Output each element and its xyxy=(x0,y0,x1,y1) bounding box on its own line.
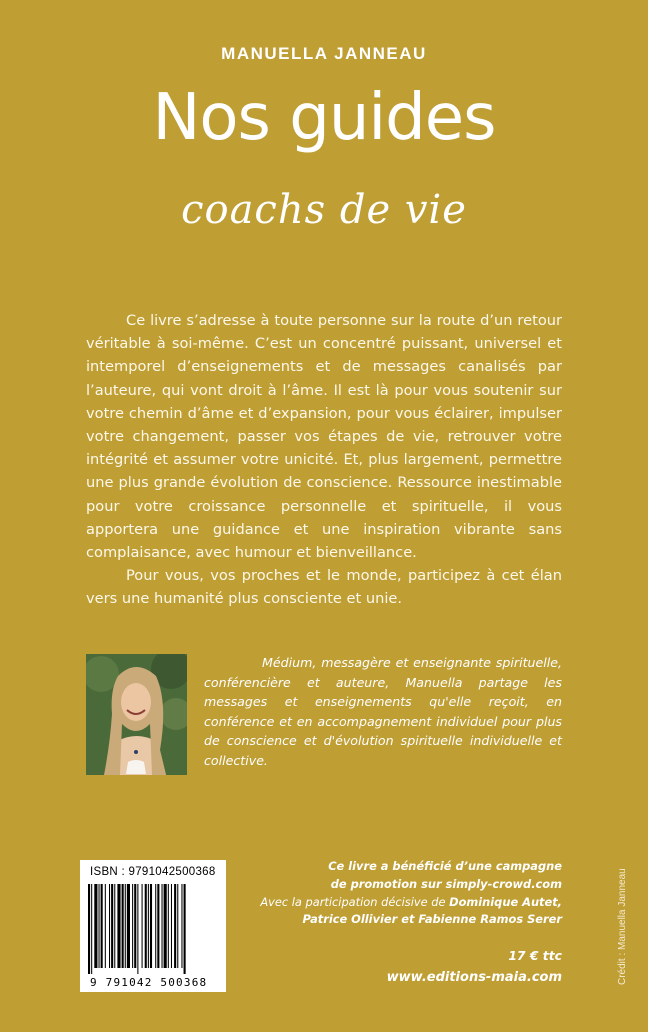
author-photo xyxy=(86,654,187,775)
campaign-line-4: Patrice Ollivier et Fabienne Ramos Serer xyxy=(302,912,562,927)
campaign-line-3 xyxy=(242,894,562,912)
author-bio: Médium, messagère et enseignante spirituelle, conférencière et auteure, Manuella partage les messages et enseignements qu'elle reçoit, en conférence et en accompagnement individuel pour plus de conscience et d'évolution spirituelle individuelle et collective. xyxy=(204,655,562,768)
campaign-line-3-prefix: Avec la participation décisive de xyxy=(260,894,450,909)
paragraph-2: Pour vous, vos proches et le monde, participez à cet élan vers une humanité plus consciente et unie. xyxy=(86,567,562,608)
author-name: MANUELLA JANNEAU xyxy=(221,44,427,63)
barcode-digits: 9 791042 500368 xyxy=(90,976,208,989)
price: 17 € ttc xyxy=(508,948,562,963)
barcode-box xyxy=(80,860,226,992)
campaign-line-2: de promotion sur simply-crowd.com xyxy=(330,876,562,891)
book-title: Nos guides xyxy=(152,81,496,155)
barcode-icon xyxy=(88,884,218,974)
book-subtitle: coachs de vie xyxy=(181,187,467,233)
photo-credit: Crédit : Manuella Janneau xyxy=(617,868,628,985)
campaign-info xyxy=(242,858,562,929)
publisher-website[interactable]: www.editions-maia.com xyxy=(386,970,562,985)
back-cover-text xyxy=(86,309,562,611)
paragraph-1: Ce livre s’adresse à toute personne sur la route d’un retour véritable à soi-même. C’est un concentré puissant, universel et intemporel d’enseignements et de messages canalisés par l’auteure, qui vont droit à l’âme. Il est là pour vous soutenir sur votre chemin d’âme et d’expansion, pour vous éclairer, impulser votre changement, passer vos étapes de vie, retrouver votre intégrité et assumer votre unicité. Et, plus largement, permettre une plus grande évolution de conscience. Ressource inestimable pour votre croissance personnelle et spirituelle, il vous apportera une guidance et une inspiration vibrante sans complaisance, avec humour et bienveillance. xyxy=(86,312,562,562)
isbn-label: ISBN : 9791042500368 xyxy=(90,866,216,878)
campaign-line-1: Ce livre a bénéficié d’une campagne xyxy=(328,859,562,873)
campaign-line-3-names: Dominique Autet, xyxy=(449,894,562,909)
